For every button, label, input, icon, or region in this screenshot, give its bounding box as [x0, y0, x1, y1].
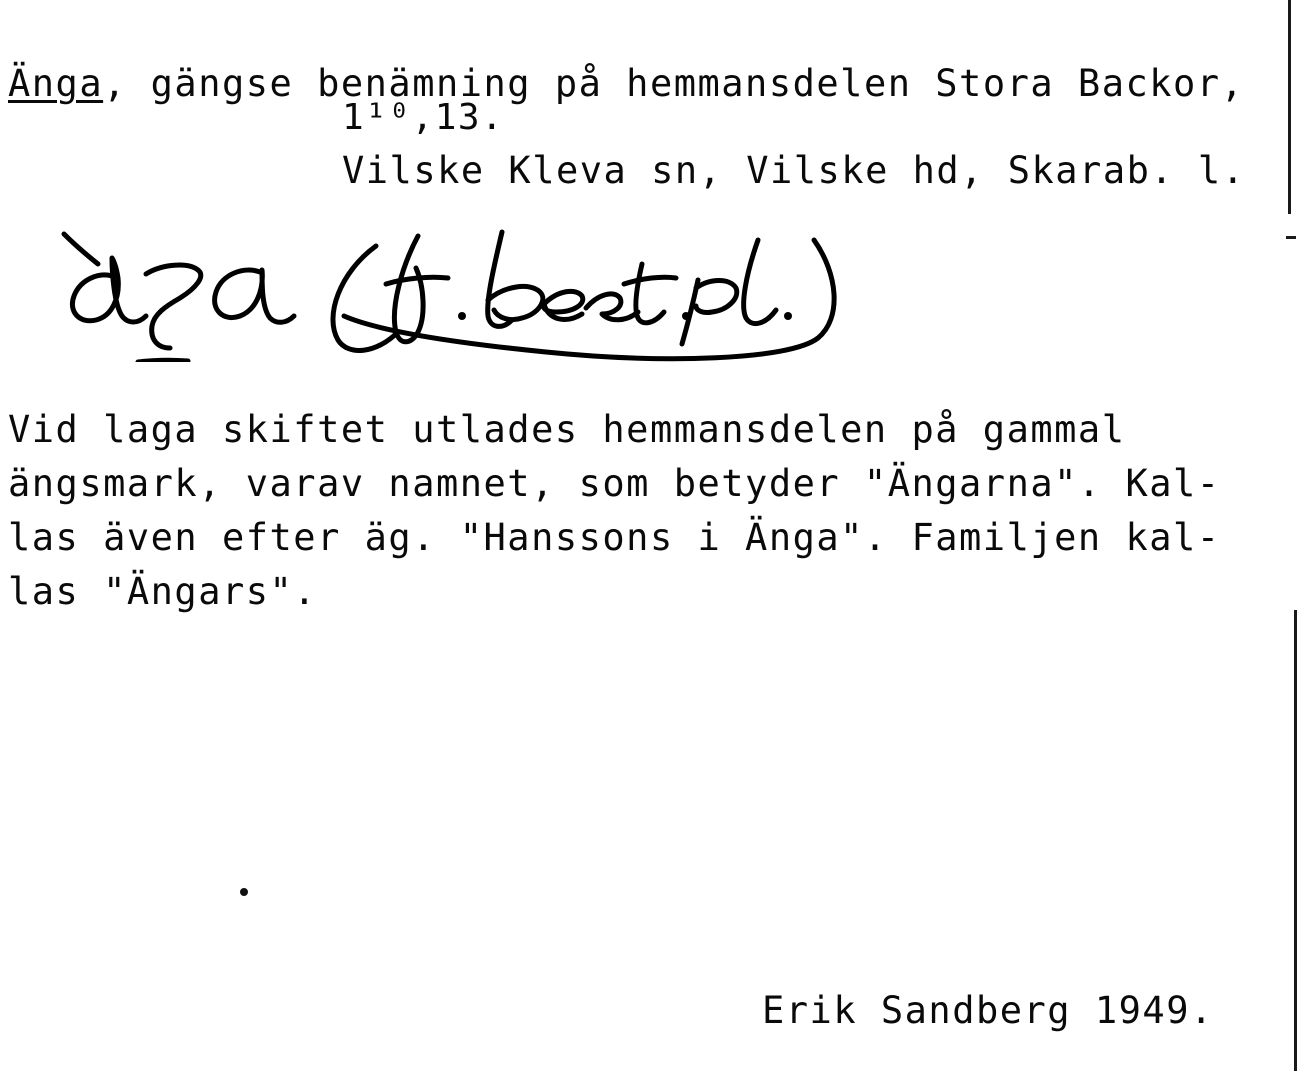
handwritten-pronunciation: [46, 212, 886, 362]
scan-edge-nick: [1286, 236, 1296, 239]
body-line-4: las "Ängars".: [8, 570, 318, 613]
signature: Erik Sandberg 1949.: [762, 989, 1214, 1032]
cadastral-reference: 1¹⁰,13.: [342, 97, 505, 138]
body-line-1: Vid laga skiftet utlades hemmansdelen på gammal: [8, 408, 1126, 451]
body-line-2: ängsmark, varav namnet, som betyder "Ängarna". Kal-: [8, 462, 1221, 505]
headword-line: [8, 58, 1244, 110]
scan-edge-artifact-bottom: [1294, 610, 1297, 1071]
headword-line-rest: , gängse benämning på hemmansdelen Stora Backor,: [103, 62, 1245, 105]
handwriting-strokes: [46, 212, 886, 362]
parish-line: Vilske Kleva sn, Vilske hd, Skarab. l.: [342, 149, 1246, 192]
scan-edge-artifact-top: [1288, 0, 1291, 214]
entry-body: [8, 403, 1221, 619]
headword: Änga: [8, 62, 104, 105]
body-line-3: las även efter äg. "Hanssons i Änga". Familjen kal-: [8, 516, 1221, 559]
ink-dot: [240, 888, 248, 896]
